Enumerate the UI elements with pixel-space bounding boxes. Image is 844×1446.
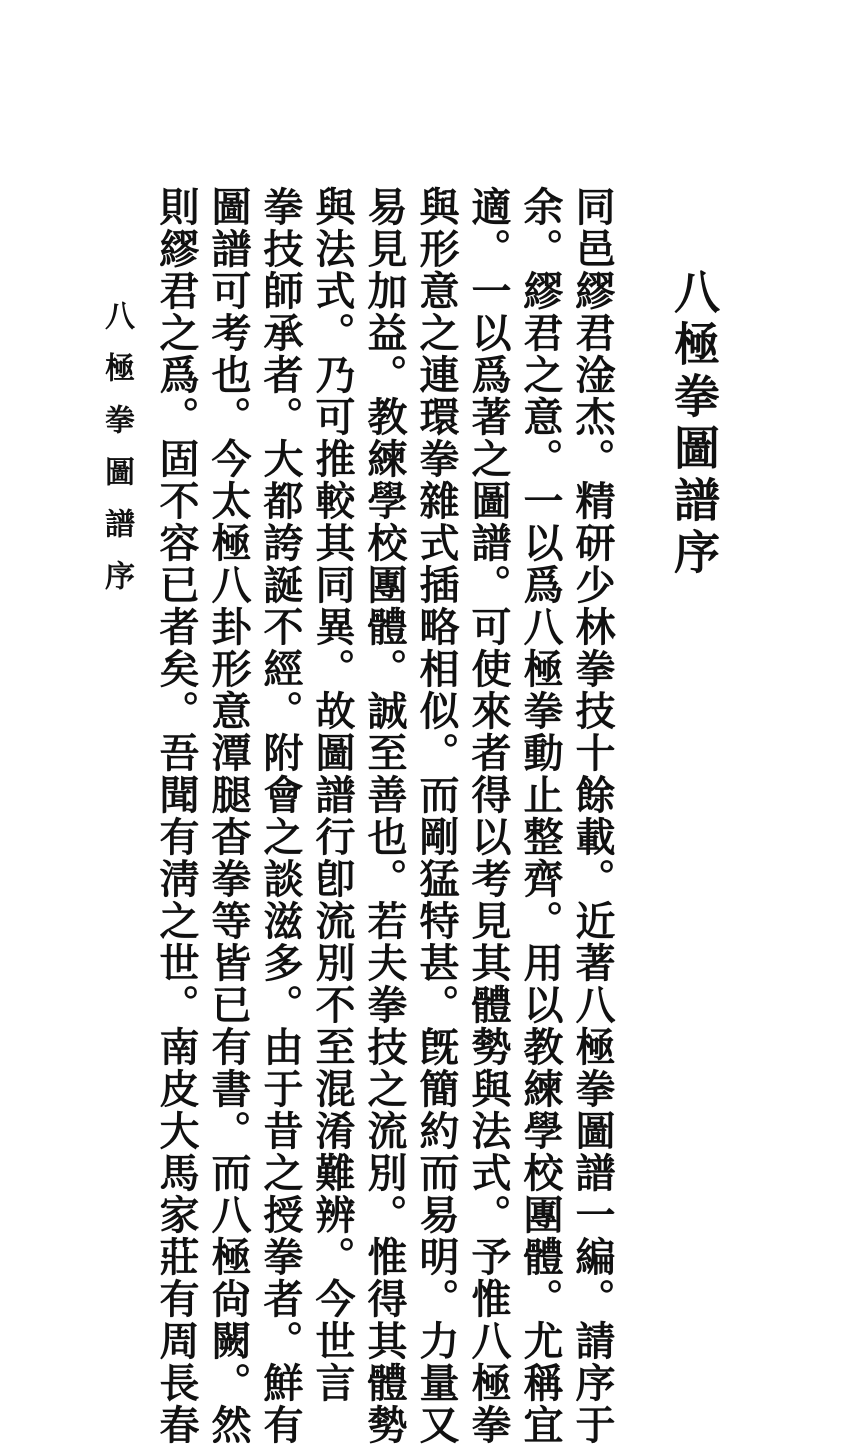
preface-body xyxy=(148,186,618,1446)
preface-title: 八極拳圖譜序 xyxy=(667,268,721,580)
text-column: 拳技師承者。大都誇誕不經。附會之談滋多。由于昔之授拳者。鮮有 xyxy=(257,186,304,1446)
text-column: 與法式。乃可推較其同異。故圖譜行卽流別不至混淆難辨。今世言 xyxy=(309,186,356,1404)
text-column: 同邑繆君淦杰。精研少林拳技十餘載。近著八極拳圖譜一編。請序于 xyxy=(569,186,616,1446)
text-column: 與形意之連環拳雜式插略相似。而剛猛特甚。旣簡約而易明。力量又 xyxy=(413,186,460,1446)
margin-running-title: 八極拳圖譜序 xyxy=(99,300,134,612)
text-column: 適。一以爲著之圖譜。可使來者得以考見其體勢與法式。予惟八極拳 xyxy=(465,186,512,1446)
text-column: 易見加益。教練學校團體。誠至善也。若夫拳技之流別。惟得其體勢 xyxy=(361,186,408,1446)
text-column: 圖譜可考也。今太極八卦形意潭腿杳拳等皆已有書。而八極尙闕。然 xyxy=(205,186,252,1446)
text-column: 則繆君之爲。固不容已者矣。吾聞有淸之世。南皮大馬家莊有周長春 xyxy=(153,186,200,1446)
text-column: 余。繆君之意。一以爲八極拳動止整齊。用以教練學校團體。尤稱宜 xyxy=(517,186,564,1446)
